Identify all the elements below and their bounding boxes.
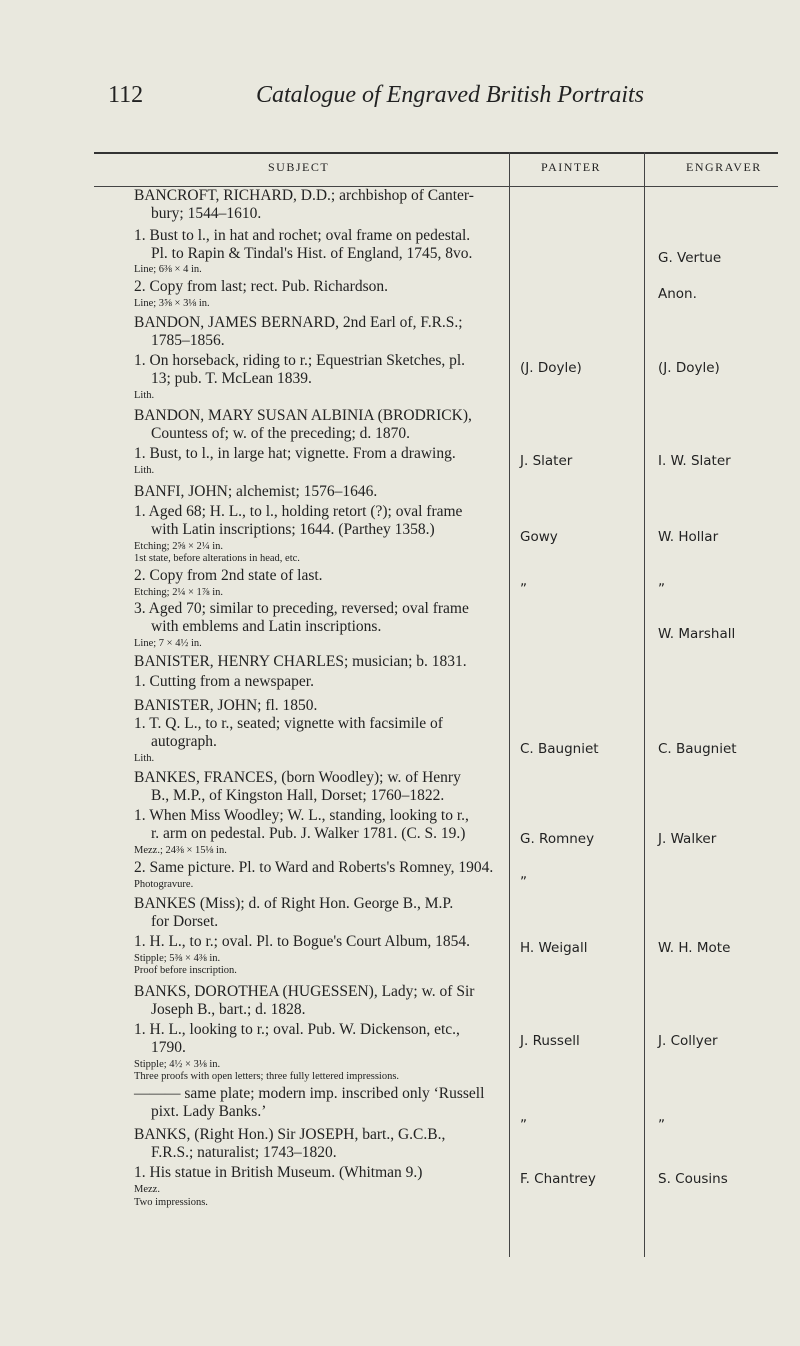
entry-heading: BANDON, JAMES BERNARD, 2nd Earl of, F.R.S.; xyxy=(134,314,463,331)
entry-note: Etching; 2⅝ × 2¼ in. xyxy=(134,541,224,552)
entry-line: 1. His statue in British Museum. (Whitman 9.) xyxy=(134,1164,423,1181)
engraver-name: „ xyxy=(658,1109,665,1125)
entry-heading: BANKS, (Right Hon.) Sir JOSEPH, bart., G.C.B., xyxy=(134,1126,446,1143)
column-header-subject: SUBJECT xyxy=(268,160,330,174)
page-header xyxy=(0,72,800,112)
entry-line: F.R.S.; naturalist; 1743–1820. xyxy=(151,1144,337,1161)
entry-note: Lith. xyxy=(134,465,155,476)
entry-line: with emblems and Latin inscriptions. xyxy=(151,618,382,635)
table-top-rule xyxy=(94,152,778,154)
painter-name: G. Romney xyxy=(520,831,595,847)
column-header-painter: PAINTER xyxy=(541,160,602,174)
entry-note: Stipple; 4½ × 3⅛ in. xyxy=(134,1059,221,1070)
entry-note: Lith. xyxy=(134,390,155,401)
entry-heading: BANCROFT, RICHARD, D.D.; archbishop of Canter- xyxy=(134,187,474,204)
entry-line: 1790. xyxy=(151,1039,186,1056)
entry-line: 3. Aged 70; similar to preceding, reversed; oval frame xyxy=(134,600,469,617)
entry-line: 1. Bust, to l., in large hat; vignette. From a drawing. xyxy=(134,445,456,462)
entry-note: Two impressions. xyxy=(134,1197,208,1208)
entry-heading: BANISTER, HENRY CHARLES; musician; b. 1831. xyxy=(134,653,467,670)
engraver-name: „ xyxy=(658,573,665,589)
entry-line: r. arm on pedestal. Pub. J. Walker 1781. (C. S. 19.) xyxy=(151,825,466,842)
entry-note: 1st state, before alterations in head, etc. xyxy=(134,553,300,564)
entry-line: 1785–1856. xyxy=(151,332,225,349)
entry-note: Line; 7 × 4½ in. xyxy=(134,638,202,649)
painter-name: Gowy xyxy=(520,529,558,545)
engraver-name: W. Marshall xyxy=(658,626,736,642)
entry-line: 1. Aged 68; H. L., to l., holding retort (?); oval frame xyxy=(134,503,463,520)
entry-heading: BANDON, MARY SUSAN ALBINIA (BRODRICK), xyxy=(134,407,472,424)
running-title: Catalogue of Engraved British Portraits xyxy=(256,82,644,108)
entry-line: 2. Same picture. Pl. to Ward and Roberts's Romney, 1904. xyxy=(134,859,494,876)
entry-note: Mezz. xyxy=(134,1184,160,1195)
entry-line: 1. When Miss Woodley; W. L., standing, looking to r., xyxy=(134,807,469,824)
entry-line: 2. Copy from 2nd state of last. xyxy=(134,567,323,584)
painter-name: „ xyxy=(520,1109,527,1125)
painter-name: J. Slater xyxy=(520,453,573,469)
column-divider-painter xyxy=(509,152,510,1257)
page-number: 112 xyxy=(108,82,144,108)
entry-line: 1. Cutting from a newspaper. xyxy=(134,673,314,690)
entry-heading: BANKES (Miss); d. of Right Hon. George B., M.P. xyxy=(134,895,454,912)
engraver-name: J. Collyer xyxy=(658,1033,718,1049)
painter-name: H. Weigall xyxy=(520,940,588,956)
entry-line: autograph. xyxy=(151,733,217,750)
painter-name: (J. Doyle) xyxy=(520,360,582,376)
entry-line: ——— same plate; modern imp. inscribed only ‘Russell xyxy=(134,1085,485,1102)
engraver-name: W. Hollar xyxy=(658,529,719,545)
entry-note: Etching; 2¼ × 1⅞ in. xyxy=(134,587,224,598)
entry-heading: BANKES, FRANCES, (born Woodley); w. of Henry xyxy=(134,769,461,786)
entry-line: Pl. to Rapin & Tindal's Hist. of England, 1745, 8vo. xyxy=(151,245,473,262)
entry-heading: BANISTER, JOHN; fl. 1850. xyxy=(134,697,318,714)
painter-name: J. Russell xyxy=(520,1033,580,1049)
engraver-name: W. H. Mote xyxy=(658,940,731,956)
painter-name: F. Chantrey xyxy=(520,1171,596,1187)
entry-line: B., M.P., of Kingston Hall, Dorset; 1760–1822. xyxy=(151,787,445,804)
entry-note: Line; 3⅝ × 3⅛ in. xyxy=(134,298,210,309)
engraver-name: I. W. Slater xyxy=(658,453,731,469)
engraver-name: Anon. xyxy=(658,286,697,302)
entry-line: for Dorset. xyxy=(151,913,219,930)
painter-name: „ xyxy=(520,866,527,882)
entry-note: Proof before inscription. xyxy=(134,965,237,976)
engraver-name: J. Walker xyxy=(658,831,717,847)
entry-line: 1. T. Q. L., to r., seated; vignette with facsimile of xyxy=(134,715,443,732)
entry-line: pixt. Lady Banks.’ xyxy=(151,1103,267,1120)
entry-heading: BANKS, DOROTHEA (HUGESSEN), Lady; w. of Sir xyxy=(134,983,475,1000)
entry-line: Joseph B., bart.; d. 1828. xyxy=(151,1001,306,1018)
engraver-name: G. Vertue xyxy=(658,250,722,266)
engraver-name: S. Cousins xyxy=(658,1171,728,1187)
column-divider-engraver xyxy=(644,152,645,1257)
entry-line: 1. H. L., to r.; oval. Pl. to Bogue's Court Album, 1854. xyxy=(134,933,471,950)
entry-note: Photogravure. xyxy=(134,879,194,890)
entry-line: 1. Bust to l., in hat and rochet; oval frame on pedestal. xyxy=(134,227,471,244)
entry-note: Line; 6⅜ × 4 in. xyxy=(134,264,202,275)
entry-heading: BANFI, JOHN; alchemist; 1576–1646. xyxy=(134,483,378,500)
entry-line: 1. H. L., looking to r.; oval. Pub. W. Dickenson, etc., xyxy=(134,1021,460,1038)
painter-name: „ xyxy=(520,573,527,589)
entry-note: Mezz.; 24⅜ × 15⅛ in. xyxy=(134,845,227,856)
entry-note: Three proofs with open letters; three fully lettered impressions. xyxy=(134,1071,400,1082)
entry-line: Countess of; w. of the preceding; d. 1870. xyxy=(151,425,411,442)
painter-name: C. Baugniet xyxy=(520,741,599,757)
entry-line: bury; 1544–1610. xyxy=(151,205,262,222)
entry-line: with Latin inscriptions; 1644. (Parthey 1358.) xyxy=(151,521,435,538)
entry-line: 13; pub. T. McLean 1839. xyxy=(151,370,312,387)
engraver-name: C. Baugniet xyxy=(658,741,737,757)
engraver-name: (J. Doyle) xyxy=(658,360,720,376)
entry-note: Stipple; 5⅜ × 4⅜ in. xyxy=(134,953,221,964)
column-header-engraver: ENGRAVER xyxy=(686,160,762,174)
entry-note: Lith. xyxy=(134,753,155,764)
entry-line: 2. Copy from last; rect. Pub. Richardson. xyxy=(134,278,388,295)
entry-line: 1. On horseback, riding to r.; Equestrian Sketches, pl. xyxy=(134,352,466,369)
